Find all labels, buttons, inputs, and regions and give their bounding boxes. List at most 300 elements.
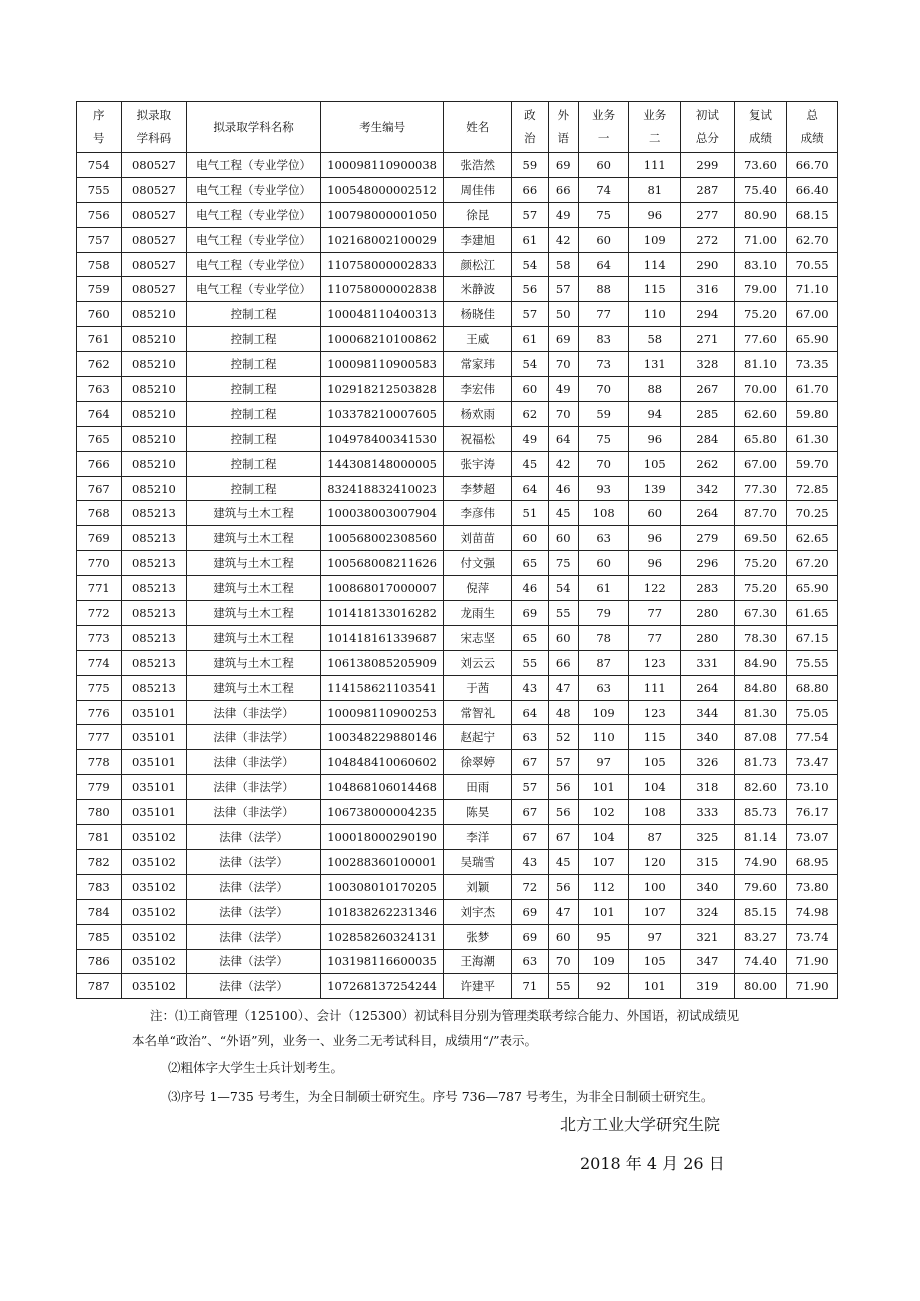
table-cell: 100048110400313 xyxy=(320,302,443,327)
table-cell: 75 xyxy=(548,551,578,576)
table-cell: 100288360100001 xyxy=(320,849,443,874)
table-cell: 62.70 xyxy=(787,227,838,252)
table-cell: 67 xyxy=(512,800,548,825)
table-cell: 控制工程 xyxy=(187,426,321,451)
table-cell: 63 xyxy=(578,526,629,551)
table-cell: 吴瑞雪 xyxy=(444,849,512,874)
table-cell: 59.70 xyxy=(787,451,838,476)
table-cell: 52 xyxy=(548,725,578,750)
table-row xyxy=(77,650,838,675)
table-cell: 82.60 xyxy=(734,775,787,800)
table-cell: 88 xyxy=(629,377,681,402)
column-header-text: 复试 xyxy=(749,108,772,122)
table-cell: 75.55 xyxy=(787,650,838,675)
table-cell: 085213 xyxy=(121,625,187,650)
table-cell: 77 xyxy=(578,302,629,327)
table-cell: 67 xyxy=(512,825,548,850)
table-cell: 779 xyxy=(77,775,122,800)
table-cell: 张宇涛 xyxy=(444,451,512,476)
table-cell: 080527 xyxy=(121,252,187,277)
table-cell: 58 xyxy=(629,327,681,352)
table-cell: 75.20 xyxy=(734,302,787,327)
table-row xyxy=(77,352,838,377)
table-cell: 101 xyxy=(629,974,681,999)
table-cell: 电气工程（专业学位） xyxy=(187,153,321,178)
table-row xyxy=(77,750,838,775)
table-row xyxy=(77,202,838,227)
table-cell: 777 xyxy=(77,725,122,750)
column-header-text: 业务 xyxy=(592,108,616,122)
table-cell: 96 xyxy=(629,551,681,576)
table-cell: 770 xyxy=(77,551,122,576)
table-cell: 76.17 xyxy=(787,800,838,825)
table-cell: 45 xyxy=(512,451,548,476)
table-row xyxy=(77,327,838,352)
table-cell: 77 xyxy=(629,625,681,650)
table-cell: 340 xyxy=(681,874,735,899)
table-cell: 73.07 xyxy=(787,825,838,850)
table-cell: 59 xyxy=(512,153,548,178)
table-cell: 97 xyxy=(578,750,629,775)
table-cell: 61 xyxy=(512,327,548,352)
table-cell: 62.65 xyxy=(787,526,838,551)
table-cell: 75.20 xyxy=(734,576,787,601)
table-cell: 54 xyxy=(548,576,578,601)
table-cell: 建筑与土木工程 xyxy=(187,526,321,551)
table-cell: 李建旭 xyxy=(444,227,512,252)
table-cell: 120 xyxy=(629,849,681,874)
table-cell: 85.15 xyxy=(734,899,787,924)
table-cell: 法律（法学） xyxy=(187,874,321,899)
table-cell: 115 xyxy=(629,277,681,302)
table-row xyxy=(77,227,838,252)
table-cell: 64 xyxy=(512,700,548,725)
table-cell: 102168002100029 xyxy=(320,227,443,252)
table-cell: 法律（非法学） xyxy=(187,725,321,750)
table-cell: 62 xyxy=(512,401,548,426)
table-cell: 61 xyxy=(512,227,548,252)
table-cell: 107268137254244 xyxy=(320,974,443,999)
table-cell: 760 xyxy=(77,302,122,327)
table-cell: 周佳伟 xyxy=(444,177,512,202)
table-row xyxy=(77,849,838,874)
table-cell: 许建平 xyxy=(444,974,512,999)
table-cell: 69.50 xyxy=(734,526,787,551)
table-row xyxy=(77,700,838,725)
table-cell: 张梦 xyxy=(444,924,512,949)
table-cell: 768 xyxy=(77,501,122,526)
table-cell: 60 xyxy=(512,377,548,402)
table-cell: 115 xyxy=(629,725,681,750)
table-cell: 43 xyxy=(512,675,548,700)
footnotes xyxy=(132,1003,800,1109)
table-cell: 773 xyxy=(77,625,122,650)
table-cell: 法律（法学） xyxy=(187,974,321,999)
table-cell: 778 xyxy=(77,750,122,775)
table-row xyxy=(77,526,838,551)
table-cell: 81.30 xyxy=(734,700,787,725)
table-cell: 祝福松 xyxy=(444,426,512,451)
table-cell: 61.70 xyxy=(787,377,838,402)
table-cell: 65 xyxy=(512,625,548,650)
table-cell: 55 xyxy=(548,601,578,626)
table-cell: 78.30 xyxy=(734,625,787,650)
table-cell: 035102 xyxy=(121,899,187,924)
table-cell: 法律（法学） xyxy=(187,849,321,874)
table-cell: 83.10 xyxy=(734,252,787,277)
table-cell: 84.80 xyxy=(734,675,787,700)
column-header-text: 序 xyxy=(93,108,105,122)
column-header-text: 总 xyxy=(806,108,818,122)
column-header-text: 一 xyxy=(597,131,610,145)
table-cell: 080527 xyxy=(121,277,187,302)
table-cell: 101838262231346 xyxy=(320,899,443,924)
table-cell: 085210 xyxy=(121,302,187,327)
table-cell: 100798000001050 xyxy=(320,202,443,227)
table-cell: 米静波 xyxy=(444,277,512,302)
table-cell: 65.90 xyxy=(787,576,838,601)
table-cell: 电气工程（专业学位） xyxy=(187,177,321,202)
table-cell: 111 xyxy=(629,153,681,178)
table-cell: 272 xyxy=(681,227,735,252)
table-cell: 264 xyxy=(681,675,735,700)
table-cell: 104868106014468 xyxy=(320,775,443,800)
table-cell: 325 xyxy=(681,825,735,850)
table-cell: 71.90 xyxy=(787,974,838,999)
table-cell: 71.00 xyxy=(734,227,787,252)
table-cell: 277 xyxy=(681,202,735,227)
table-row xyxy=(77,725,838,750)
table-cell: 56 xyxy=(548,874,578,899)
signature: 北方工业大学研究生院 xyxy=(560,1115,721,1134)
table-row xyxy=(77,177,838,202)
table-cell: 96 xyxy=(629,526,681,551)
table-cell: 774 xyxy=(77,650,122,675)
table-header xyxy=(77,102,838,153)
table-cell: 64 xyxy=(512,476,548,501)
table-cell: 107 xyxy=(578,849,629,874)
table-cell: 785 xyxy=(77,924,122,949)
table-cell: 100548000002512 xyxy=(320,177,443,202)
table-cell: 97 xyxy=(629,924,681,949)
table-cell: 74.98 xyxy=(787,899,838,924)
table-row xyxy=(77,451,838,476)
table-cell: 73.74 xyxy=(787,924,838,949)
header-row xyxy=(77,102,838,153)
table-cell: 766 xyxy=(77,451,122,476)
table-cell: 109 xyxy=(578,949,629,974)
table-row xyxy=(77,401,838,426)
note-3: ⑶序号 1—735 号考生，为全日制硕士研究生。序号 736—787 号考生，为非全日制硕士研究生。 xyxy=(168,1089,714,1104)
column-header-text: 姓名 xyxy=(466,119,490,134)
table-cell: 755 xyxy=(77,177,122,202)
table-cell: 74 xyxy=(578,177,629,202)
table-cell: 100098110900583 xyxy=(320,352,443,377)
table-row xyxy=(77,924,838,949)
table-cell: 59.80 xyxy=(787,401,838,426)
table-cell: 71.90 xyxy=(787,949,838,974)
table-cell: 96 xyxy=(629,202,681,227)
table-cell: 319 xyxy=(681,974,735,999)
table-cell: 57 xyxy=(548,750,578,775)
note-2: ⑵粗体字大学生士兵计划考生。 xyxy=(168,1060,344,1075)
table-cell: 75 xyxy=(578,426,629,451)
table-cell: 63 xyxy=(512,949,548,974)
table-cell: 123 xyxy=(629,650,681,675)
table-cell: 74.90 xyxy=(734,849,787,874)
table-cell: 67.20 xyxy=(787,551,838,576)
table-cell: 控制工程 xyxy=(187,401,321,426)
table-row xyxy=(77,153,838,178)
column-header-text: 二 xyxy=(649,131,661,145)
table-cell: 56 xyxy=(548,775,578,800)
table-cell: 付文强 xyxy=(444,551,512,576)
table-cell: 74.40 xyxy=(734,949,787,974)
table-cell: 100018000290190 xyxy=(320,825,443,850)
table-cell: 69 xyxy=(512,601,548,626)
table-cell: 81.73 xyxy=(734,750,787,775)
table-row xyxy=(77,501,838,526)
table-cell: 49 xyxy=(512,426,548,451)
table-cell: 69 xyxy=(512,924,548,949)
table-cell: 56 xyxy=(548,800,578,825)
table-cell: 42 xyxy=(548,227,578,252)
table-cell: 控制工程 xyxy=(187,377,321,402)
column-header-text: 考生编号 xyxy=(359,119,406,134)
table-cell: 60 xyxy=(629,501,681,526)
table-cell: 61 xyxy=(578,576,629,601)
table-cell: 49 xyxy=(548,377,578,402)
table-cell: 66 xyxy=(548,650,578,675)
table-cell: 035102 xyxy=(121,874,187,899)
table-cell: 775 xyxy=(77,675,122,700)
table-cell: 109 xyxy=(578,700,629,725)
table-cell: 57 xyxy=(512,775,548,800)
table-cell: 50 xyxy=(548,302,578,327)
table-cell: 342 xyxy=(681,476,735,501)
table-cell: 085210 xyxy=(121,476,187,501)
table-cell: 776 xyxy=(77,700,122,725)
table-cell: 60 xyxy=(578,153,629,178)
table-cell: 765 xyxy=(77,426,122,451)
table-cell: 756 xyxy=(77,202,122,227)
table-cell: 085210 xyxy=(121,352,187,377)
table-cell: 宋志坚 xyxy=(444,625,512,650)
table-cell: 84.90 xyxy=(734,650,787,675)
table-cell: 李宏伟 xyxy=(444,377,512,402)
table-cell: 倪萍 xyxy=(444,576,512,601)
table-cell: 294 xyxy=(681,302,735,327)
table-cell: 61.30 xyxy=(787,426,838,451)
table-cell: 085213 xyxy=(121,576,187,601)
table-cell: 262 xyxy=(681,451,735,476)
column-header-text: 总分 xyxy=(695,131,719,145)
table-cell: 080527 xyxy=(121,153,187,178)
table-cell: 321 xyxy=(681,924,735,949)
table-cell: 758 xyxy=(77,252,122,277)
table-cell: 70.55 xyxy=(787,252,838,277)
table-cell: 772 xyxy=(77,601,122,626)
table-cell: 77.60 xyxy=(734,327,787,352)
table-cell: 建筑与土木工程 xyxy=(187,576,321,601)
table-cell: 67 xyxy=(548,825,578,850)
table-row xyxy=(77,277,838,302)
table-cell: 54 xyxy=(512,252,548,277)
table-cell: 建筑与土木工程 xyxy=(187,551,321,576)
table-row xyxy=(77,874,838,899)
table-cell: 法律（非法学） xyxy=(187,775,321,800)
table-cell: 780 xyxy=(77,800,122,825)
table-cell: 108 xyxy=(578,501,629,526)
column-header-text: 成绩 xyxy=(749,131,772,145)
table-cell: 67.00 xyxy=(787,302,838,327)
table-row xyxy=(77,949,838,974)
table-cell: 建筑与土木工程 xyxy=(187,650,321,675)
table-cell: 781 xyxy=(77,825,122,850)
column-header xyxy=(77,102,122,153)
table-row xyxy=(77,576,838,601)
table-cell: 57 xyxy=(512,202,548,227)
table-cell: 68.80 xyxy=(787,675,838,700)
table-row xyxy=(77,426,838,451)
table-cell: 279 xyxy=(681,526,735,551)
table-cell: 法律（法学） xyxy=(187,924,321,949)
table-row xyxy=(77,551,838,576)
table-cell: 78 xyxy=(578,625,629,650)
table-cell: 47 xyxy=(548,899,578,924)
table-cell: 赵起宁 xyxy=(444,725,512,750)
table-cell: 电气工程（专业学位） xyxy=(187,227,321,252)
table-cell: 100038003007904 xyxy=(320,501,443,526)
table-cell: 139 xyxy=(629,476,681,501)
table-cell: 328 xyxy=(681,352,735,377)
table-cell: 267 xyxy=(681,377,735,402)
table-cell: 347 xyxy=(681,949,735,974)
table-cell: 51 xyxy=(512,501,548,526)
table-cell: 69 xyxy=(548,327,578,352)
table-cell: 法律（法学） xyxy=(187,949,321,974)
table-cell: 61.65 xyxy=(787,601,838,626)
table-cell: 299 xyxy=(681,153,735,178)
table-cell: 100348229880146 xyxy=(320,725,443,750)
table-cell: 100098110900253 xyxy=(320,700,443,725)
table-cell: 73.35 xyxy=(787,352,838,377)
column-header xyxy=(629,102,681,153)
table-cell: 94 xyxy=(629,401,681,426)
table-cell: 035102 xyxy=(121,949,187,974)
table-cell: 80.00 xyxy=(734,974,787,999)
column-header xyxy=(578,102,629,153)
table-cell: 42 xyxy=(548,451,578,476)
table-cell: 李彦伟 xyxy=(444,501,512,526)
table-row xyxy=(77,899,838,924)
table-cell: 67 xyxy=(512,750,548,775)
table-cell: 69 xyxy=(548,153,578,178)
table-cell: 103378210007605 xyxy=(320,401,443,426)
table-cell: 75.05 xyxy=(787,700,838,725)
table-cell: 767 xyxy=(77,476,122,501)
table-cell: 田雨 xyxy=(444,775,512,800)
table-cell: 66.70 xyxy=(787,153,838,178)
table-cell: 77 xyxy=(629,601,681,626)
table-cell: 49 xyxy=(548,202,578,227)
table-cell: 58 xyxy=(548,252,578,277)
table-cell: 65 xyxy=(512,551,548,576)
table-cell: 080527 xyxy=(121,227,187,252)
table-cell: 085213 xyxy=(121,601,187,626)
table-cell: 电气工程（专业学位） xyxy=(187,252,321,277)
table-cell: 87 xyxy=(629,825,681,850)
table-cell: 59 xyxy=(578,401,629,426)
table-row xyxy=(77,775,838,800)
table-row xyxy=(77,476,838,501)
table-cell: 340 xyxy=(681,725,735,750)
table-cell: 123 xyxy=(629,700,681,725)
table-cell: 73.60 xyxy=(734,153,787,178)
table-cell: 100568002308560 xyxy=(320,526,443,551)
table-cell: 324 xyxy=(681,899,735,924)
table-cell: 64 xyxy=(578,252,629,277)
table-cell: 70 xyxy=(548,949,578,974)
table-cell: 72.85 xyxy=(787,476,838,501)
table-row xyxy=(77,625,838,650)
table-cell: 法律（法学） xyxy=(187,899,321,924)
table-cell: 72 xyxy=(512,874,548,899)
table-cell: 控制工程 xyxy=(187,451,321,476)
column-header xyxy=(548,102,578,153)
table-cell: 73.80 xyxy=(787,874,838,899)
table-cell: 刘云云 xyxy=(444,650,512,675)
table-cell: 771 xyxy=(77,576,122,601)
table-cell: 87.70 xyxy=(734,501,787,526)
note-1: 注：⑴工商管理（125100）、会计（125300）初试科目分别为管理类联考综合能力、外国语，初试成绩见 xyxy=(150,1008,740,1023)
table-cell: 60 xyxy=(548,625,578,650)
table-cell: 85.73 xyxy=(734,800,787,825)
table-cell: 70.25 xyxy=(787,501,838,526)
table-row xyxy=(77,800,838,825)
table-cell: 101418133016282 xyxy=(320,601,443,626)
table-cell: 常家玮 xyxy=(444,352,512,377)
table-cell: 264 xyxy=(681,501,735,526)
table-cell: 316 xyxy=(681,277,735,302)
table-row xyxy=(77,675,838,700)
table-cell: 建筑与土木工程 xyxy=(187,625,321,650)
table-cell: 080527 xyxy=(121,177,187,202)
table-cell: 761 xyxy=(77,327,122,352)
table-cell: 73.10 xyxy=(787,775,838,800)
table-cell: 285 xyxy=(681,401,735,426)
table-cell: 电气工程（专业学位） xyxy=(187,277,321,302)
column-header xyxy=(121,102,187,153)
table-cell: 建筑与土木工程 xyxy=(187,675,321,700)
table-cell: 73 xyxy=(578,352,629,377)
table-cell: 786 xyxy=(77,949,122,974)
table-cell: 144308148000005 xyxy=(320,451,443,476)
table-cell: 035102 xyxy=(121,825,187,850)
table-cell: 刘宇杰 xyxy=(444,899,512,924)
table-cell: 79.00 xyxy=(734,277,787,302)
table-cell: 77.54 xyxy=(787,725,838,750)
column-header-text: 初试 xyxy=(695,108,719,122)
table-cell: 085213 xyxy=(121,551,187,576)
table-cell: 60 xyxy=(578,551,629,576)
table-cell: 283 xyxy=(681,576,735,601)
table-cell: 46 xyxy=(512,576,548,601)
table-cell: 757 xyxy=(77,227,122,252)
column-header xyxy=(734,102,787,153)
table-cell: 46 xyxy=(548,476,578,501)
table-cell: 832418832410023 xyxy=(320,476,443,501)
